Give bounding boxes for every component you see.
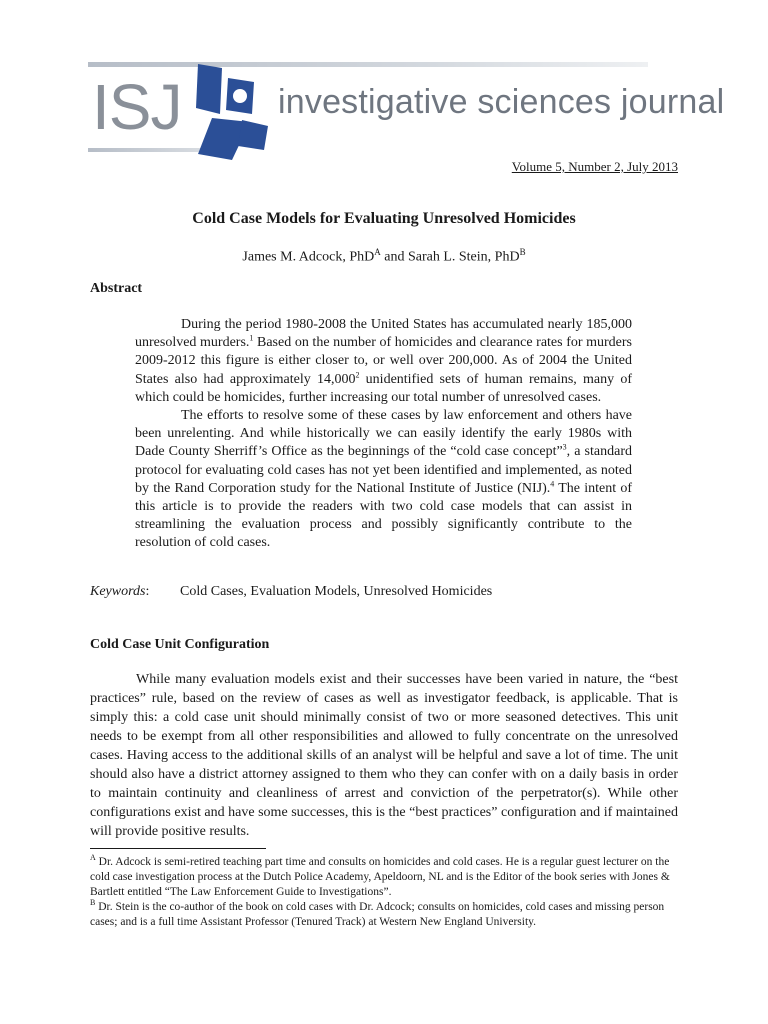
footnote-ref: 2 xyxy=(355,369,360,379)
footnote-ref: 4 xyxy=(550,479,555,489)
journal-masthead xyxy=(88,52,725,162)
journal-logo-icon xyxy=(192,56,272,162)
article-title: Cold Case Models for Evaluating Unresolved Homicides xyxy=(192,210,576,227)
article-authors xyxy=(0,247,768,266)
abstract-text: unidentified sets of human remains, many of which could be homicides, further increasing our total number of unresolved cases. xyxy=(135,371,632,405)
author-name: James M. Adcock, PhD xyxy=(242,249,375,265)
volume-issue: Volume 5, Number 2, July 2013 xyxy=(511,159,678,174)
keywords-label: Keywords xyxy=(90,584,146,599)
author-name: Sarah L. Stein, PhD xyxy=(407,249,520,265)
abstract-text: Based on the number of homicides and clearance rates for murders 2009-2012 this figure is either closer to, or well over 200,000. As of 2004 the United States also had approximately 14,000 xyxy=(135,335,632,387)
masthead-rule-bottom xyxy=(88,148,208,152)
keywords-colon: : xyxy=(145,584,150,599)
author-affiliation-mark: A xyxy=(374,247,381,257)
footnote-a xyxy=(90,855,680,900)
masthead-rule-top xyxy=(88,62,648,67)
footnote-ref: 3 xyxy=(562,442,567,452)
keywords-line xyxy=(90,584,493,600)
abstract-text: The efforts to resolve some of these cases by law enforcement and others have been unrelenting. And while historically we can easily identify the early 1980s with Dade County Sherriff’s Office as the beginnings of the “cold case concept” xyxy=(135,408,632,460)
footnote-mark: A xyxy=(90,853,96,863)
abstract-heading: Abstract xyxy=(90,281,143,296)
abstract-body xyxy=(135,316,632,553)
journal-name: investigative sciences journal xyxy=(278,83,725,121)
footnote-divider xyxy=(90,848,266,849)
abstract-text: During the period 1980-2008 the United States has accumulated nearly 185,000 unresolved murders. xyxy=(135,317,632,351)
footnote-text: Dr. Stein is the co-author of the book on cold cases with Dr. Adcock; consults on homicides, cold cases and missing person cases; and is a full time Assistant Professor (Tenured Track) at Western New England University. xyxy=(90,901,665,928)
abstract-paragraph xyxy=(135,316,632,407)
author-conjunction: and xyxy=(380,249,408,265)
abstract-text: The intent of this article is to provide the readers with two cold case models that can assist in streamlining the evaluation process and possibly significantly contribute to the resolution of cold cases. xyxy=(135,480,632,551)
footnote-mark: B xyxy=(90,898,96,908)
footnote-b xyxy=(90,900,680,930)
footnote-text: Dr. Adcock is semi-retired teaching part time and consults on homicides and cold cases. He is a regular guest lecturer on the cold case investigation process at the Dutch Police Academy, Apeldoorn, NL and is the Editor of the book series with Jones & Bartlett entitled “The Law Enforcement Guide to Investigations”. xyxy=(90,856,670,898)
author-affiliation-mark: B xyxy=(519,247,526,257)
abstract-text: , a standard protocol for evaluating cold cases has not yet been identified and implemented, as noted by the Rand Corporation study for the National Institute of Justice (NIJ). xyxy=(135,444,632,496)
journal-logo-text: ISJ xyxy=(92,71,182,143)
section-body xyxy=(90,670,678,841)
footnotes xyxy=(90,855,680,930)
footnote-ref: 1 xyxy=(249,333,254,343)
abstract-paragraph xyxy=(135,407,632,553)
section-heading: Cold Case Unit Configuration xyxy=(90,637,270,652)
body-paragraph: While many evaluation models exist and their successes have been varied in nature, the “best practices” rule, based on the review of cases as well as investigator feedback, is applicable. That is simply this: a cold case unit should minimally consist of two or more seasoned detectives. This unit needs to be exempt from all other responsibilities and allowed to fully concentrate on the unresolved cases. Having access to the additional skills of an analyst will be helpful and save a lot of time. The unit should also have a district attorney assigned to them who they can confer with on a daily basis in order to maintain continuity and cleanliness of arrest and conviction of the perpetrator(s). While other configurations exist and have some successes, this is the “best practices” configuration and if maintained will provide positive results. xyxy=(90,672,678,839)
keywords-values: Cold Cases, Evaluation Models, Unresolved Homicides xyxy=(180,584,493,599)
